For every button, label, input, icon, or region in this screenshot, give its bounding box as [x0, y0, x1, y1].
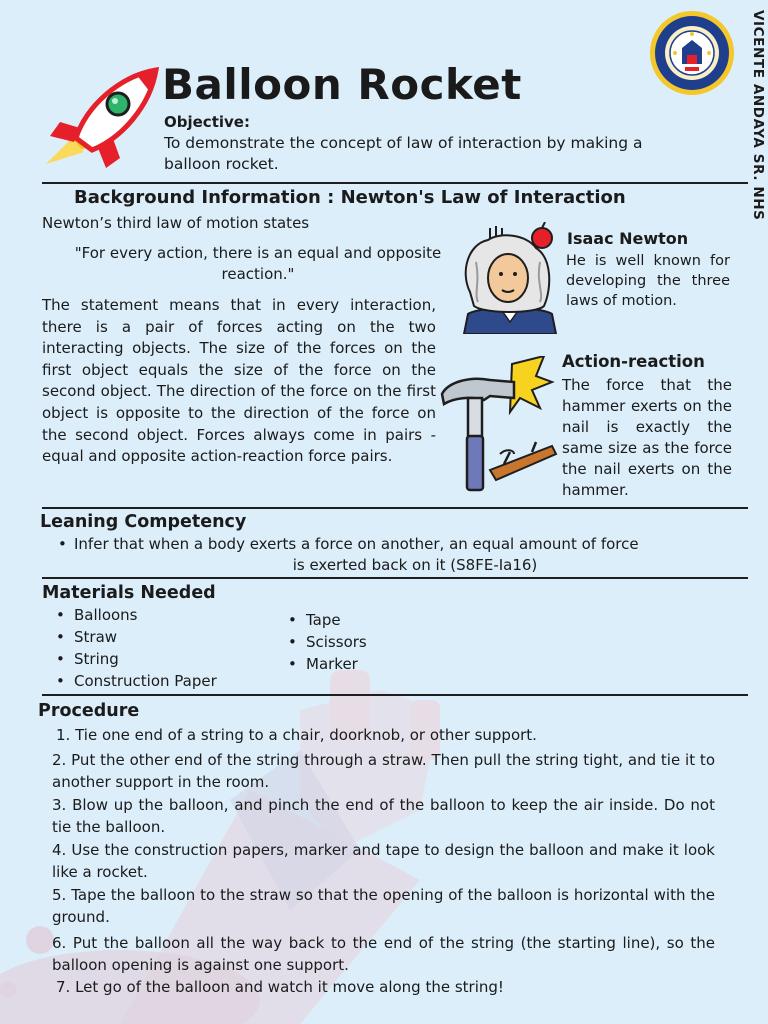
school-seal-logo — [649, 10, 735, 96]
isaac-newton-text: He is well known for developing the three laws of motion. — [566, 253, 730, 309]
isaac-newton-heading: Isaac Newton — [567, 229, 689, 248]
divider-line — [42, 507, 748, 509]
divider-line — [42, 577, 748, 579]
background-heading: Background Information : Newton's Law of Interaction — [74, 187, 626, 208]
rocket-icon — [40, 66, 160, 170]
procedure-step: 3. Blow up the balloon, and pinch the end of the balloon to keep the air inside. Do not tie the balloon. — [52, 796, 715, 836]
newton-quote: "For every action, there is an equal and opposite reaction." — [74, 244, 442, 283]
background-paragraph: The statement means that in every interaction, there is a pair of forces acting on the two interacting objects. The size of the forces on the first object equals the size of the force on the second object. The direction of the force on the first object is opposite to the direction of the force on the second object. Forces always come in pairs - equal and opposite action-reaction force pairs. — [42, 296, 436, 466]
procedure-step: 1. Tie one end of a string to a chair, doorknob, or other support. — [56, 726, 537, 744]
list-item: • Balloons — [52, 604, 217, 626]
school-name-vertical: VICENTE ANDAYA SR. NHS — [750, 10, 766, 221]
list-item: • Scissors — [284, 631, 367, 653]
background-intro: Newton’s third law of motion states — [42, 214, 310, 232]
action-reaction-text: The force that the hammer exerts on the nail is exactly the same size as the force the nail exerts on the hammer. — [562, 376, 732, 499]
competency-heading: Leaning Competency — [40, 512, 247, 532]
action-reaction-heading: Action-reaction — [562, 352, 705, 371]
procedure-heading: Procedure — [38, 701, 140, 721]
objective-label: Objective: — [164, 113, 250, 131]
list-item: • String — [52, 648, 217, 670]
list-item: • Tape — [284, 609, 367, 631]
objective-text: To demonstrate the concept of law of interaction by making a balloon rocket. — [164, 134, 643, 173]
list-item: • Construction Paper — [52, 670, 217, 692]
page-title: Balloon Rocket — [162, 60, 522, 109]
procedure-step: 5. Tape the balloon to the straw so that the opening of the balloon is horizontal with the ground. — [52, 886, 715, 926]
procedure-step: 4. Use the construction papers, marker and tape to design the balloon and make it look like a rocket. — [52, 841, 715, 881]
divider-line — [42, 182, 748, 184]
list-item: • Marker — [284, 653, 367, 675]
hammer-and-nail-icon — [440, 356, 558, 492]
competency-line-1: Infer that when a body exerts a force on another, an equal amount of force — [74, 535, 639, 553]
procedure-step: 7. Let go of the balloon and watch it move along the string! — [56, 978, 504, 996]
materials-heading: Materials Needed — [42, 583, 216, 603]
competency-item — [50, 534, 740, 576]
divider-line — [42, 694, 748, 696]
procedure-step: 2. Put the other end of the string through a straw. Then pull the string tight, and tie it to another support in the room. — [52, 751, 715, 791]
procedure-step: 6. Put the balloon all the way back to the end of the string (the starting line), so the balloon opening is against one support. — [52, 934, 715, 974]
materials-list-column-2 — [284, 609, 367, 675]
isaac-newton-portrait-icon — [460, 222, 560, 334]
list-item: • Straw — [52, 626, 217, 648]
competency-line-2: is exerted back on it (S8FE-Ia16) — [292, 556, 538, 574]
materials-list-column-1 — [52, 604, 217, 692]
bullet-marker: • — [58, 535, 67, 553]
